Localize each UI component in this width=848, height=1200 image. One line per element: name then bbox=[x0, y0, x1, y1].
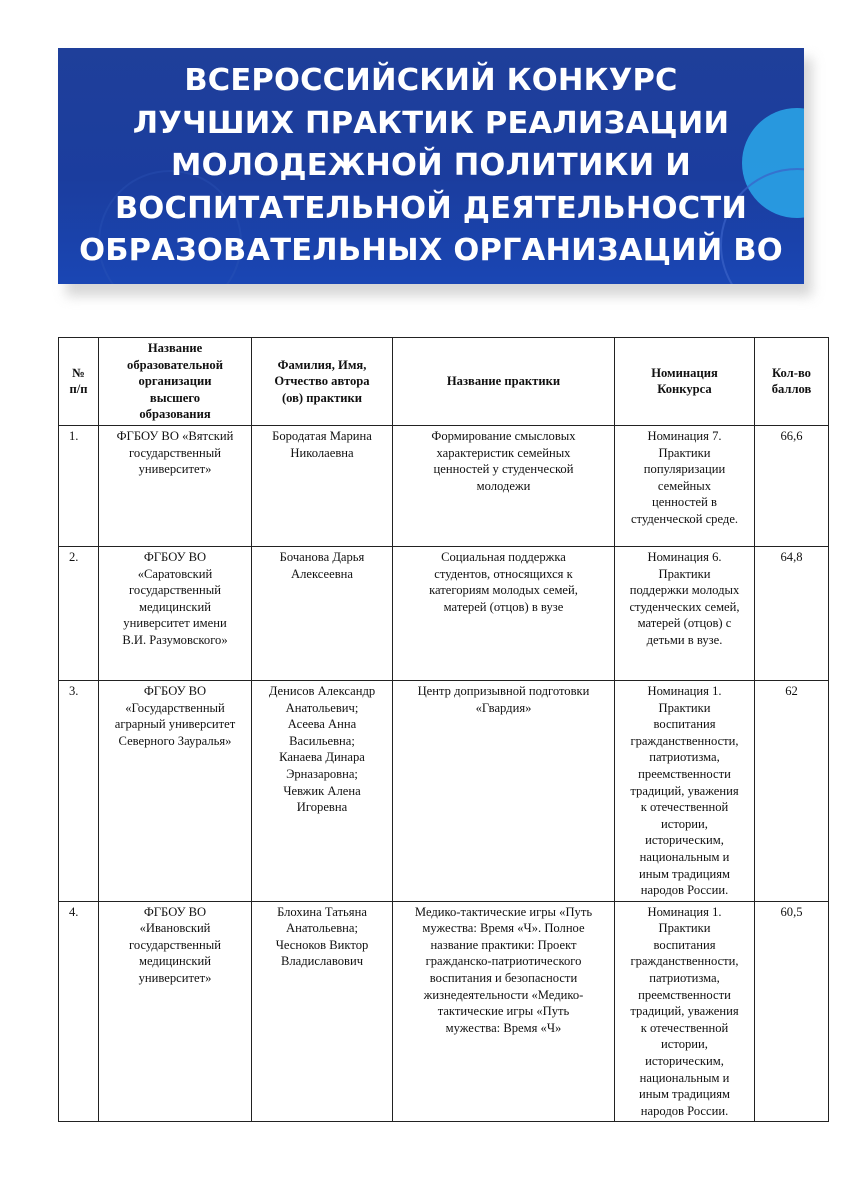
cell-line: национальным и bbox=[639, 849, 730, 864]
cell-line: 64,8 bbox=[780, 549, 803, 564]
cell-line: к отечественной bbox=[640, 800, 729, 815]
cell-score bbox=[755, 546, 829, 680]
cell-line: Практики bbox=[658, 700, 711, 715]
cell-line: Бочанова Дарья bbox=[279, 549, 365, 564]
cell-line: популяризации bbox=[643, 462, 726, 477]
cell-line: Блохина Татьяна bbox=[277, 904, 367, 919]
cell-line: Алексеевна bbox=[291, 566, 353, 581]
cell-line: 2. bbox=[69, 549, 79, 564]
cell-line: высшего bbox=[149, 390, 201, 405]
cell-number bbox=[59, 901, 99, 1122]
cell-line: Номинация 7. bbox=[647, 428, 722, 443]
cell-line: Анатольевна; bbox=[286, 921, 358, 936]
cell-line: Асеева Анна bbox=[287, 717, 357, 732]
cell-line: организации bbox=[138, 374, 212, 389]
cell-line: мужества: Время «Ч» bbox=[445, 1020, 562, 1035]
cell-line: матерей (отцов) с bbox=[637, 616, 732, 631]
cell-line: 4. bbox=[69, 904, 79, 919]
cell-line: гражданско-патриотического bbox=[425, 954, 582, 969]
cell-number bbox=[59, 680, 99, 901]
cell-line: Название bbox=[147, 341, 203, 355]
cell-line: студенческой среде. bbox=[630, 511, 739, 526]
cell-line: Эрназаровна; bbox=[286, 766, 358, 781]
cell-practice bbox=[393, 425, 615, 546]
cell-number bbox=[59, 425, 99, 546]
cell-line: Практики bbox=[658, 566, 711, 581]
cell-authors bbox=[252, 425, 393, 546]
cell-line: Игоревна bbox=[296, 800, 348, 815]
cell-practice bbox=[393, 901, 615, 1122]
cell-line: студенческих семей, bbox=[629, 599, 740, 614]
cell-line: Канаева Динара bbox=[279, 750, 365, 765]
cell-line: № bbox=[72, 365, 85, 380]
banner-title-line: ВОСПИТАТЕЛЬНОЙ ДЕЯТЕЛЬНОСТИ bbox=[114, 190, 748, 226]
cell-line: ценностей в bbox=[652, 495, 717, 510]
cell-line: Номинация 6. bbox=[647, 549, 722, 564]
cell-authors bbox=[252, 901, 393, 1122]
cell-line: молодежи bbox=[476, 478, 531, 493]
cell-line: 66,6 bbox=[780, 428, 803, 443]
cell-line: «Государственный bbox=[125, 700, 225, 715]
cell-line: гражданственности, bbox=[630, 954, 739, 969]
cell-line: истории, bbox=[661, 816, 708, 831]
cell-line: воспитания и безопасности bbox=[429, 971, 578, 986]
cell-nomination bbox=[615, 901, 755, 1122]
cell-line: образовательной bbox=[127, 357, 223, 372]
cell-line: Конкурса bbox=[657, 382, 712, 397]
cell-nomination bbox=[615, 546, 755, 680]
cell-line: Кол-во bbox=[772, 365, 811, 380]
cell-line: ФГБОУ ВО «Вятский bbox=[116, 428, 234, 443]
table-row bbox=[59, 680, 829, 901]
cell-practice bbox=[393, 680, 615, 901]
header-practice bbox=[393, 338, 615, 426]
banner-title-line: ОБРАЗОВАТЕЛЬНЫХ ОРГАНИЗАЦИЙ ВО bbox=[79, 233, 783, 268]
cell-line: Васильевна; bbox=[289, 733, 355, 748]
cell-nomination bbox=[615, 680, 755, 901]
cell-line: мужества: Время «Ч». Полное bbox=[422, 921, 585, 936]
cell-line: Формирование смысловых bbox=[431, 428, 576, 443]
cell-line: матерей (отцов) в вузе bbox=[443, 599, 564, 614]
cell-line: Фамилия, Имя, bbox=[277, 357, 367, 372]
cell-line: Центр допризывной подготовки bbox=[417, 683, 590, 698]
cell-line: жизнедеятельности «Медико- bbox=[423, 987, 584, 1002]
cell-practice bbox=[393, 546, 615, 680]
cell-line: тактические игры «Путь bbox=[437, 1004, 570, 1019]
cell-line: Номинация bbox=[651, 365, 718, 380]
cell-line: историческим, bbox=[645, 833, 724, 848]
cell-line: детьми в вузе. bbox=[646, 632, 723, 647]
table-row bbox=[59, 546, 829, 680]
header-organization bbox=[99, 338, 252, 426]
cell-line: университет» bbox=[138, 971, 212, 986]
header-nomination bbox=[615, 338, 755, 426]
cell-line: Чевжик Алена bbox=[283, 783, 361, 798]
cell-line: университет» bbox=[138, 462, 212, 477]
cell-line: (ов) практики bbox=[281, 390, 363, 405]
cell-line: традиций, уважения bbox=[630, 1004, 739, 1019]
cell-organization bbox=[99, 425, 252, 546]
banner-title-line: МОЛОДЕЖНОЙ ПОЛИТИКИ И bbox=[171, 148, 691, 183]
cell-number bbox=[59, 546, 99, 680]
cell-line: традиций, уважения bbox=[630, 783, 739, 798]
cell-line: воспитания bbox=[653, 717, 716, 732]
cell-line: Номинация 1. bbox=[647, 683, 722, 698]
cell-line: 60,5 bbox=[780, 904, 803, 919]
cell-line: баллов bbox=[771, 382, 812, 397]
cell-line: историческим, bbox=[645, 1054, 724, 1069]
cell-line: Чесноков Виктор bbox=[275, 937, 369, 952]
cell-line: характеристик семейных bbox=[436, 445, 571, 460]
cell-line: к отечественной bbox=[640, 1020, 729, 1035]
cell-line: патриотизма, bbox=[649, 971, 720, 986]
cell-line: поддержки молодых bbox=[629, 583, 740, 598]
cell-score bbox=[755, 425, 829, 546]
cell-line: ФГБОУ ВО bbox=[143, 904, 207, 919]
cell-line: национальным и bbox=[639, 1070, 730, 1085]
cell-line: «Гвардия» bbox=[475, 700, 532, 715]
banner-title-line: ВСЕРОССИЙСКИЙ КОНКУРС bbox=[184, 63, 678, 98]
cell-line: иным традициям bbox=[639, 866, 730, 881]
cell-line: гражданственности, bbox=[630, 733, 739, 748]
cell-line: Практики bbox=[658, 921, 711, 936]
contest-banner bbox=[58, 48, 804, 284]
cell-line: Медико-тактические игры «Путь bbox=[414, 904, 593, 919]
cell-line: народов России. bbox=[640, 1103, 729, 1118]
table-header-row bbox=[59, 338, 829, 426]
banner-title bbox=[58, 60, 804, 273]
cell-line: Бородатая Марина bbox=[272, 428, 372, 443]
cell-line: воспитания bbox=[653, 937, 716, 952]
cell-score bbox=[755, 680, 829, 901]
cell-nomination bbox=[615, 425, 755, 546]
cell-line: Практики bbox=[658, 445, 711, 460]
table-row bbox=[59, 901, 829, 1122]
cell-line: 3. bbox=[69, 683, 79, 698]
cell-line: п/п bbox=[69, 382, 88, 397]
cell-line: Номинация 1. bbox=[647, 904, 722, 919]
banner-title-line: ЛУЧШИХ ПРАКТИК РЕАЛИЗАЦИИ bbox=[132, 105, 730, 141]
cell-line: государственный bbox=[129, 937, 221, 952]
header-score bbox=[755, 338, 829, 426]
cell-line: медицинский bbox=[139, 954, 211, 969]
cell-line: семейных bbox=[657, 478, 712, 493]
cell-authors bbox=[252, 680, 393, 901]
cell-line: государственный bbox=[129, 583, 221, 598]
cell-score bbox=[755, 901, 829, 1122]
cell-line: Денисов Александр bbox=[268, 683, 376, 698]
header-authors bbox=[252, 338, 393, 426]
cell-line: ФГБОУ ВО bbox=[143, 683, 207, 698]
cell-line: медицинский bbox=[139, 599, 211, 614]
cell-line: название практики: Проект bbox=[430, 937, 577, 952]
cell-line: «Саратовский bbox=[137, 566, 213, 581]
cell-line: государственный bbox=[129, 445, 221, 460]
table-row bbox=[59, 425, 829, 546]
cell-line: преемственности bbox=[638, 766, 731, 781]
header-number bbox=[59, 338, 99, 426]
cell-line: Название практики bbox=[446, 374, 561, 389]
cell-line: патриотизма, bbox=[649, 750, 720, 765]
results-table bbox=[58, 337, 829, 1122]
cell-line: категориям молодых семей, bbox=[429, 583, 578, 598]
cell-line: 1. bbox=[69, 428, 79, 443]
cell-line: истории, bbox=[661, 1037, 708, 1052]
cell-line: народов России. bbox=[640, 883, 729, 898]
cell-line: студентов, относящихся к bbox=[434, 566, 573, 581]
cell-organization bbox=[99, 901, 252, 1122]
cell-line: В.И. Разумовского» bbox=[122, 632, 228, 647]
cell-authors bbox=[252, 546, 393, 680]
cell-line: Социальная поддержка bbox=[441, 549, 566, 564]
cell-line: ФГБОУ ВО bbox=[143, 549, 207, 564]
cell-line: образования bbox=[139, 407, 211, 422]
cell-organization bbox=[99, 680, 252, 901]
cell-line: ценностей у студенческой bbox=[433, 462, 574, 477]
cell-line: иным традициям bbox=[639, 1087, 730, 1102]
cell-line: Николаевна bbox=[290, 445, 354, 460]
cell-line: Владиславович bbox=[280, 954, 364, 969]
cell-line: 62 bbox=[785, 683, 798, 698]
cell-organization bbox=[99, 546, 252, 680]
cell-line: университет имени bbox=[123, 616, 227, 631]
cell-line: Северного Зауралья» bbox=[118, 733, 232, 748]
cell-line: преемственности bbox=[638, 987, 731, 1002]
cell-line: «Ивановский bbox=[139, 921, 211, 936]
cell-line: Отчество автора bbox=[274, 374, 370, 389]
cell-line: аграрный университет bbox=[114, 717, 236, 732]
cell-line: Анатольевич; bbox=[285, 700, 359, 715]
